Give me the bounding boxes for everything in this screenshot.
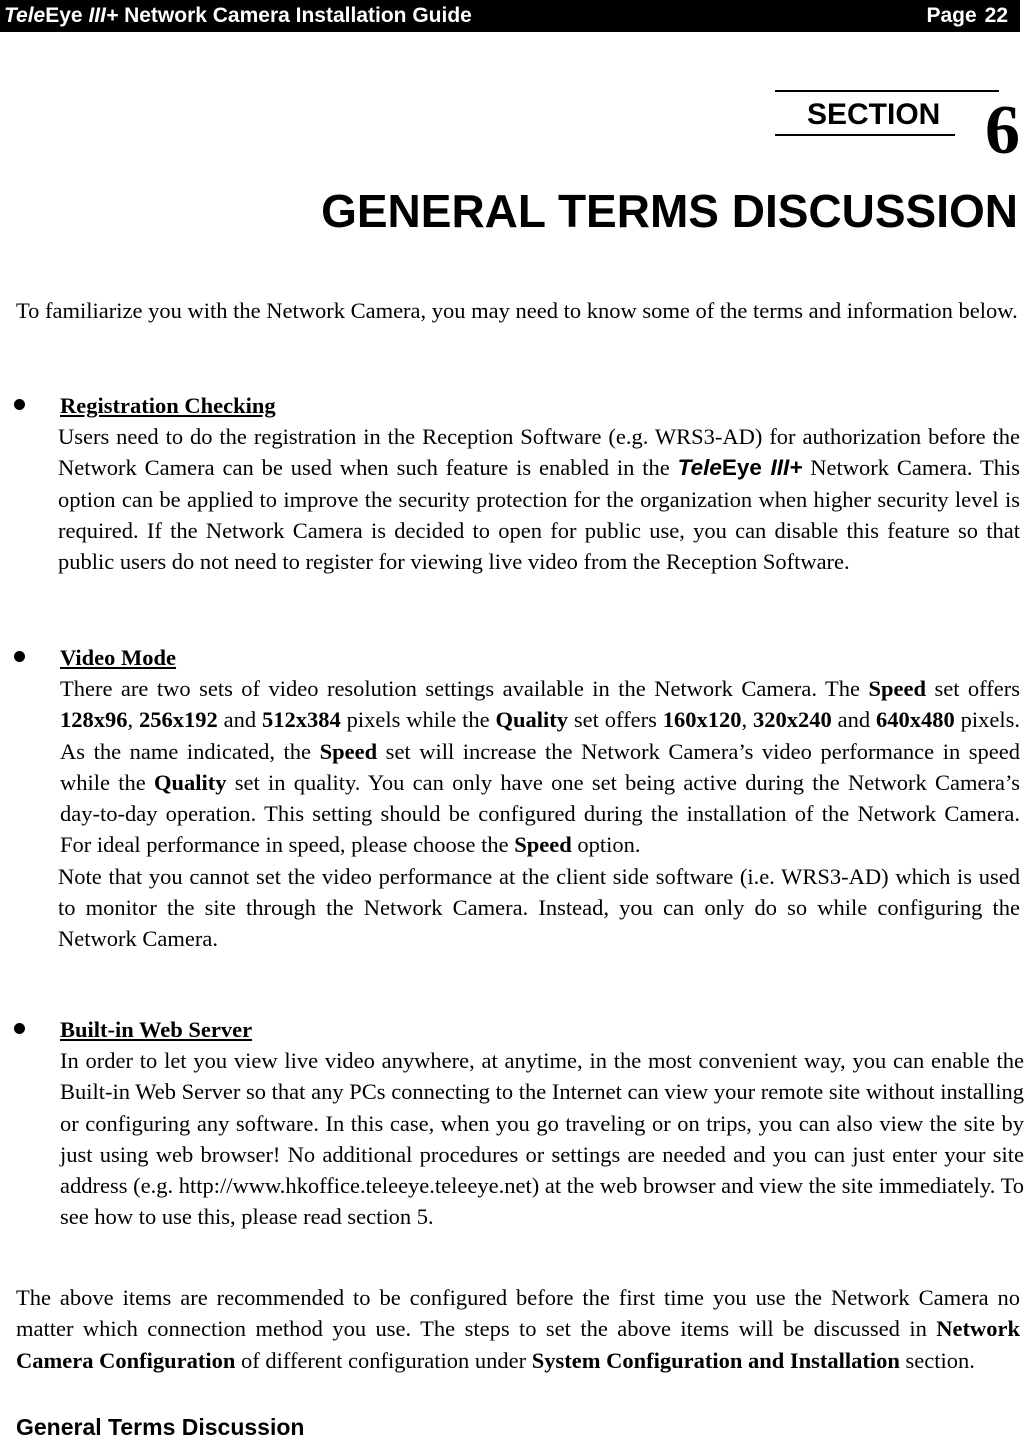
body-text: pixels while the — [340, 707, 496, 733]
page-footer: General Terms Discussion — [16, 1414, 305, 1440]
chapter-title: GENERAL TERMS DISCUSSION — [321, 185, 1018, 237]
item-body — [60, 673, 1020, 861]
section-word: SECTION — [807, 98, 941, 131]
body-text: of different configuration under — [235, 1347, 532, 1373]
bold-term: Quality — [154, 769, 227, 795]
bullet-dot-icon — [14, 1023, 25, 1034]
body-text: Users need to do the registration in the Reception Software (e.g. WRS3-AD) for authorization before the Network Camera can be used when such feature is enabled in the — [58, 424, 1020, 481]
body-text: The above items are recommended to be configured before the first time you use the Network Camera no matter which connection method you use. The steps to set the above items will be discussed in — [16, 1285, 1020, 1342]
intro-paragraph: To familiarize you with the Network Camera, you may need to know some of the terms and information below. — [16, 298, 1018, 323]
item-body — [58, 421, 1020, 577]
brand-tele: Tele — [677, 455, 722, 481]
body-text: set offers — [568, 707, 663, 733]
page-header — [0, 0, 1020, 32]
closing-paragraph — [16, 1282, 1020, 1376]
body-text: , — [127, 707, 140, 733]
bold-term: Speed — [868, 676, 926, 701]
bold-term: Quality — [495, 707, 569, 733]
list-item-head — [14, 1014, 1020, 1045]
page-label: Page — [926, 4, 977, 27]
body-text: Network Camera. This option can be applied to improve the security protection for the organization when higher security level is required. If the Network Camera is decided to open for public use, you can disable this feature so that public users do not need to register for viewing live video from the Reception Software. — [58, 455, 1020, 575]
item-title: Video Mode — [60, 645, 177, 670]
bold-term: Speed — [514, 832, 572, 858]
body-text: , — [741, 707, 753, 733]
section-marker — [775, 90, 1020, 170]
brand-tele: Tele — [4, 4, 46, 27]
section-rule-bottom — [775, 134, 955, 136]
bold-term: Network Camera Configuration — [16, 1316, 1020, 1373]
bold-term: Speed — [319, 738, 378, 764]
list-item-registration-checking — [14, 390, 1020, 577]
resolution-value: 160x120 — [662, 707, 742, 733]
resolution-value: 256x192 — [139, 707, 218, 733]
page-indicator — [926, 0, 1008, 32]
brand-eye: Eye — [721, 455, 771, 481]
resolution-value: 640x480 — [876, 707, 955, 733]
section-rule-top — [775, 90, 999, 92]
body-text: pixels. As the name indicated, the — [60, 707, 1020, 764]
body-text: and — [831, 707, 876, 733]
brand-iii: III+ — [88, 4, 119, 27]
list-item-head — [14, 642, 1020, 673]
item-title: Built-in Web Server — [60, 1017, 253, 1042]
inline-brand — [678, 455, 803, 480]
item-note: Note that you cannot set the video performance at the client side software (i.e. WRS3-AD) which is used to monitor the site through the Network Camera. Instead, you can only do so while configuring the Network Camera. — [58, 863, 1020, 952]
list-item-video-mode — [14, 642, 1020, 955]
body-text: section. — [899, 1347, 975, 1373]
page-number: 22 — [984, 4, 1008, 27]
title-rest: Network Camera Installation Guide — [118, 4, 472, 27]
list-item-built-in-web-server — [14, 1014, 1024, 1233]
list-item-head — [14, 390, 1020, 421]
resolution-value: 320x240 — [753, 707, 832, 733]
body-text: set will increase the Network Camera’s video performance in speed while the — [60, 738, 1020, 795]
body-text: set offers — [926, 676, 1020, 701]
brand-iii: III+ — [770, 455, 803, 481]
item-title: Registration Checking — [60, 393, 276, 418]
resolution-value: 128x96 — [60, 707, 128, 733]
bold-term: System Configuration and Installation — [531, 1347, 900, 1373]
body-text: option. — [571, 832, 641, 858]
bullet-dot-icon — [14, 399, 25, 410]
body-text: and — [217, 707, 263, 733]
brand-eye: Eye — [45, 4, 89, 27]
resolution-value: 512x384 — [262, 707, 341, 733]
bullet-dot-icon — [14, 651, 25, 662]
body-text: There are two sets of video resolution settings available in the Network Camera. The — [60, 676, 869, 701]
item-body: In order to let you view live video anywhere, at anytime, in the most convenient way, you can enable the Built-in Web Server so that any PCs connecting to the Internet can view your remote site without installing or configuring any software. In this case, when you go traveling or on trips, you can also view the site by just using web browser! No additional procedures or settings are needed and you can just enter your site address (e.g. http://www.hkoffice.teleeye.teleeye.net) at the web browser and view the site immediately. To see how to use this, please read section 5. — [60, 1048, 1024, 1230]
body-text: set in quality. You can only have one set being active during the Network Camera’s day-to-day operation. This setting should be configured during the installation of the Network Camera. For ideal performance in speed, please choose the — [60, 769, 1020, 858]
document-title — [4, 0, 472, 32]
section-number: 6 — [985, 92, 1020, 169]
